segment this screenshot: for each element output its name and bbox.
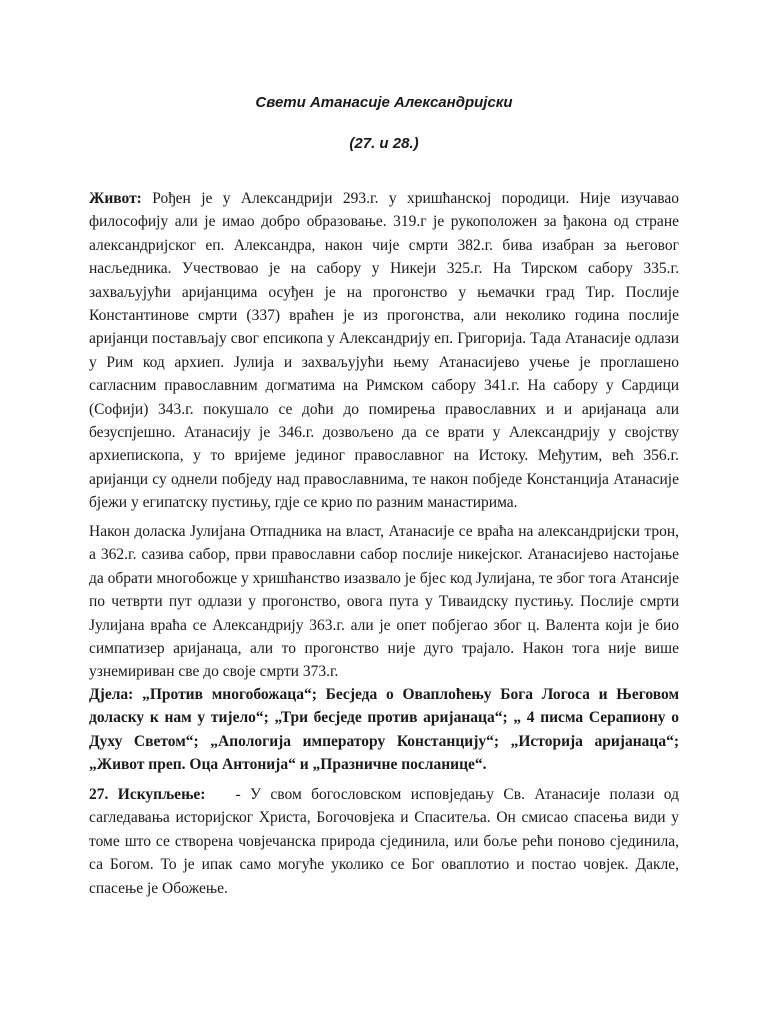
- redemption-label: 27. Искупљење: [89, 786, 201, 803]
- redemption-paragraph: [89, 783, 679, 900]
- life-text: Рођен је у Александрији 293.г. у хришћанској породици. Није изучавао философију али је имао добро образовање. 319.г је рукоположен за ђакона од стране александријског еп. Александра, након чије смрти 382.г. бива изабран за његовог насљедника. Учествовао је на сабору у Никеји 325.г. На Тирском сабору 335.г. захваљујући аријанцима осуђен је на прогонство у њемачки град Тир. Послије Константинове смрти (337) враћен је из прогонства, али неколико година послије аријанци постављају свог епсикопа у Александрију еп. Григорија. Тада Атанасије одлази у Рим код архиеп. Јулија и захваљујући њему Атанасијево учење је проглашено сагласним православним догматима на Римском сабору 341.г. На сабору у Сардици (Софији) 343.г. покушало се доћи до помирења православних и и аријанаца али безуспјешно. Атанасију је 346.г. дозвољено да се врати у Александрију у својству архиепископа, у то вријеме јединог православног на Истоку. Међутим, већ 356.г. аријанци су однели побједу над православнима, те након побједе Констанција Атанасије бјежи у египатску пустињу, гдје се крио по разним манастирима.: [89, 190, 680, 512]
- feast-dates: (27. и 28.): [349, 135, 419, 152]
- julian-text: Након доласка Јулијана Отпадника на власт, Атанасије се враћа на александријски трон, а 362.г. сазива сабор, први православни сабор послије никејског. Атанасијево настојање да обрати многобожце у хришћанство изазвало је бјес код Јулијана, те због тога Атансије по четврти пут одлази у прогонство, овога пута у Тиваидску пустињу. Послије смрти Јулијана враћа се Александрију 363.г. али је опет побјегао због ц. Валента који је био симпатизер аријанаца, али то прогонство није дуго трајало. Након тога није више узнемириван све до своје смрти 373.г.: [89, 523, 679, 681]
- life-label: Живот:: [89, 190, 142, 207]
- redemption-text: - У свом богословском исповједању Св. Атанасије полази од сагледавања историјског Христа, Богочовјека и Спаситеља. Он смисао спасења види у томе што се створена човјечанска природа сјединила, или боље рећи поново сјединила, са Богом. То је ипак само могуће уколико се Бог оваплотио и постао човјек. Дакле, спасење је Обожење.: [89, 786, 679, 897]
- works-text: „Против многобожаца“; Бесједа о Оваплоћењу Бога Логоса и Његовом доласку к нам у тијело“; „Три бесједе против аријанаца“; „ 4 писма Серапиону о Духу Светом“; „Апологија императору Констанцију“; „Историја аријанаца“; „Живот преп. Оца Антонија“ и „Празничне посланице“.: [89, 686, 680, 774]
- redemption-colon: :: [200, 786, 206, 803]
- life-paragraph: [89, 187, 679, 515]
- page-title: Свети Атанасије Александријски: [255, 94, 513, 111]
- julian-paragraph: [89, 520, 679, 684]
- works-label: Дјела:: [89, 686, 134, 703]
- works-paragraph: [89, 683, 679, 777]
